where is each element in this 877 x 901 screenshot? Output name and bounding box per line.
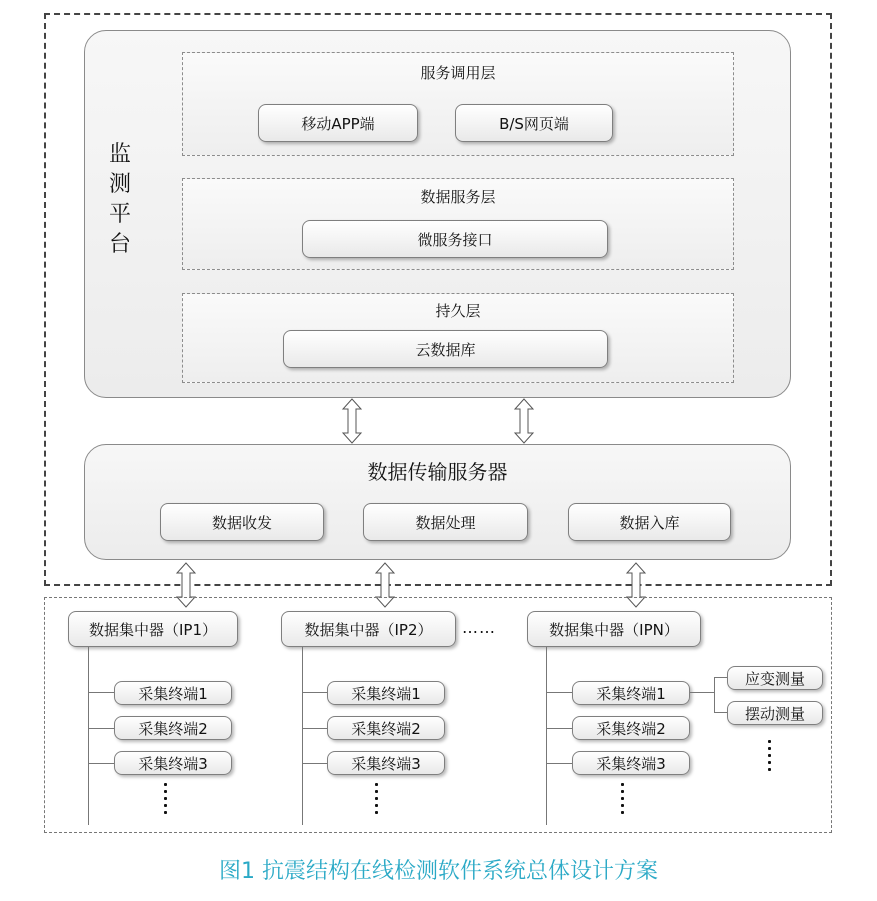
connector-line xyxy=(88,692,114,693)
connector-line xyxy=(690,692,714,693)
monitor-platform-char: 测 xyxy=(108,172,131,197)
connector-line xyxy=(714,712,727,713)
service-layer-title: 服务调用层 xyxy=(420,64,496,82)
terminal-box: 采集终端3 xyxy=(114,751,232,775)
concentrator-ip1-box: 数据集中器（IP1） xyxy=(68,611,238,647)
vertical-ellipsis-icon xyxy=(621,783,625,818)
connector-line xyxy=(302,647,303,825)
connector-line xyxy=(88,763,114,764)
terminal-box: 采集终端3 xyxy=(327,751,445,775)
connector-line xyxy=(302,692,327,693)
connector-line xyxy=(302,728,327,729)
strain-measurement-box: 应变测量 xyxy=(727,666,823,690)
microservice-interface-box: 微服务接口 xyxy=(302,220,608,258)
vertical-ellipsis-icon xyxy=(164,783,168,818)
vertical-ellipsis-icon xyxy=(375,783,379,818)
connector-line xyxy=(88,728,114,729)
cloud-database-box: 云数据库 xyxy=(283,330,608,368)
between-concentrators-ellipsis: …… xyxy=(462,618,496,637)
connector-line xyxy=(546,692,572,693)
terminal-box: 采集终端2 xyxy=(327,716,445,740)
vertical-ellipsis-icon xyxy=(768,740,772,775)
monitor-platform-label xyxy=(106,140,134,260)
transfer-server-title: 数据传输服务器 xyxy=(367,460,508,484)
bs-web-box: B/S网页端 xyxy=(455,104,613,142)
data-service-layer-title: 数据服务层 xyxy=(420,188,496,206)
data-storage-box: 数据入库 xyxy=(568,503,731,541)
swing-measurement-box: 摆动测量 xyxy=(727,701,823,725)
terminal-box: 采集终端1 xyxy=(572,681,690,705)
concentrator-ipn-box: 数据集中器（IPN） xyxy=(527,611,701,647)
connector-line xyxy=(714,677,727,678)
connector-line xyxy=(88,647,89,825)
connector-line xyxy=(546,728,572,729)
data-send-receive-box: 数据收发 xyxy=(160,503,324,541)
terminal-box: 采集终端1 xyxy=(114,681,232,705)
figure-caption: 图1 抗震结构在线检测软件系统总体设计方案 xyxy=(219,859,658,884)
data-processing-box: 数据处理 xyxy=(363,503,528,541)
connector-line xyxy=(546,647,547,825)
terminal-box: 采集终端2 xyxy=(572,716,690,740)
terminal-box: 采集终端3 xyxy=(572,751,690,775)
mobile-app-box: 移动APP端 xyxy=(258,104,418,142)
connector-line xyxy=(546,763,572,764)
persistence-layer-title: 持久层 xyxy=(435,302,481,320)
connector-line xyxy=(302,763,327,764)
monitor-platform-char: 平 xyxy=(108,202,131,227)
monitor-platform-char: 监 xyxy=(108,142,131,167)
concentrator-ip2-box: 数据集中器（IP2） xyxy=(281,611,456,647)
monitor-platform-char: 台 xyxy=(108,232,131,257)
terminal-box: 采集终端1 xyxy=(327,681,445,705)
connector-line xyxy=(714,677,715,713)
terminal-box: 采集终端2 xyxy=(114,716,232,740)
